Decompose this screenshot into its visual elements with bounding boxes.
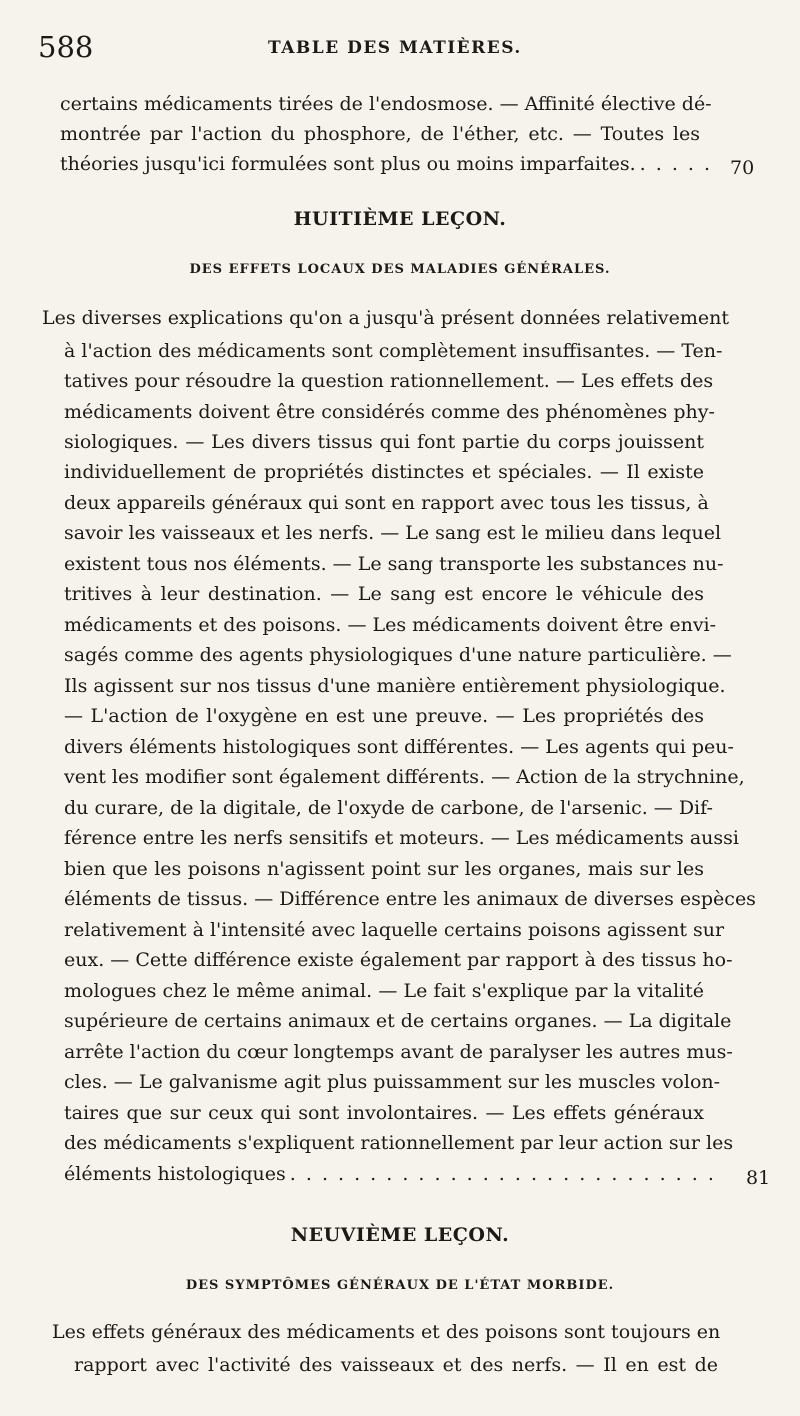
toc-line-with-leader xyxy=(64,1162,716,1186)
page-reference: 70 xyxy=(730,157,755,179)
toc-line: arrête l'action du cœur longtemps avant de paralyser les autres mus- xyxy=(64,1041,733,1063)
toc-line-text: théories jusqu'ici formulées sont plus ou moins imparfaites. xyxy=(60,153,636,175)
toc-line: existent tous nos éléments. — Le sang transporte les substances nu- xyxy=(64,553,724,575)
toc-line: tatives pour résoudre la question rationnellement. — Les effets des xyxy=(64,370,714,392)
toc-line: férence entre les nerfs sensitifs et moteurs. — Les médicaments aussi xyxy=(64,827,739,849)
toc-line: — L'action de l'oxygène en est une preuve. — Les propriétés des xyxy=(64,705,704,727)
page-number: 588 xyxy=(38,30,94,64)
toc-line: savoir les vaisseaux et les nerfs. — Le sang est le milieu dans lequel xyxy=(64,522,722,544)
toc-line: Les effets généraux des médicaments et des poisons sont toujours en xyxy=(52,1321,721,1343)
toc-line: médicaments doivent être considérés comme des phénomènes phy- xyxy=(64,401,715,423)
running-title: TABLE DES MATIÈRES. xyxy=(268,38,522,58)
lecon-heading: NEUVIÈME LEÇON. xyxy=(290,1224,510,1246)
toc-line: mologues chez le même animal. — Le fait s'explique par la vitalité xyxy=(64,980,704,1002)
toc-line: divers éléments histologiques sont différentes. — Les agents qui peu- xyxy=(64,736,734,758)
toc-line: vent les modifier sont également différents. — Action de la strychnine, xyxy=(64,766,745,788)
toc-line: taires que sur ceux qui sont involontaires. — Les effets généraux xyxy=(64,1102,704,1124)
toc-line: à l'action des médicaments sont complètement insuffisantes. — Ten- xyxy=(64,340,723,362)
toc-line: du curare, de la digitale, de l'oxyde de carbone, de l'arsenic. — Dif- xyxy=(64,797,713,819)
toc-line-text: éléments histologiques xyxy=(64,1163,286,1185)
toc-line-with-leader xyxy=(60,152,715,176)
toc-line: cles. — Le galvanisme agit plus puissamment sur les muscles volon- xyxy=(64,1071,721,1093)
toc-line: tritives à leur destination. — Le sang est encore le véhicule des xyxy=(64,583,704,605)
toc-line: Les diverses explications qu'on a jusqu'à présent données relativement xyxy=(42,307,730,329)
toc-line: Ils agissent sur nos tissus d'une manière entièrement physiologique. xyxy=(64,675,726,697)
toc-line: médicaments et des poisons. — Les médicaments doivent être envi- xyxy=(64,614,717,636)
toc-line: deux appareils généraux qui sont en rapport avec tous les tissus, à xyxy=(64,492,709,514)
toc-line: éléments de tissus. — Différence entre les animaux de diverses espèces xyxy=(64,888,756,910)
toc-line: certains médicaments tirées de l'endosmose. — Affinité élective dé- xyxy=(60,93,712,115)
toc-line: bien que les poisons n'agissent point sur les organes, mais sur les xyxy=(64,858,704,880)
toc-line: sagés comme des agents physiologiques d'une nature particulière. — xyxy=(64,644,732,666)
running-header xyxy=(38,30,760,66)
lecon-heading: HUITIÈME LEÇON. xyxy=(293,208,507,230)
toc-line: supérieure de certains animaux et de certains organes. — La digitale xyxy=(64,1010,732,1032)
toc-line: relativement à l'intensité avec laquelle certains poisons agissent sur xyxy=(64,919,725,941)
toc-line: siologiques. — Les divers tissus qui font partie du corps jouissent xyxy=(64,431,704,453)
dot-leader xyxy=(640,152,711,176)
toc-line: montrée par l'action du phosphore, de l'éther, etc. — Toutes les xyxy=(60,123,700,145)
page-reference: 81 xyxy=(746,1167,771,1189)
toc-line: des médicaments s'expliquent rationnellement par leur action sur les xyxy=(64,1132,734,1154)
toc-line: rapport avec l'activité des vaisseaux et des nerfs. — Il en est de xyxy=(74,1354,718,1376)
toc-line: individuellement de propriétés distinctes et spéciales. — Il existe xyxy=(64,461,704,483)
lecon-subheading: DES SYMPTÔMES GÉNÉRAUX DE L'ÉTAT MORBIDE. xyxy=(185,1278,615,1293)
lecon-subheading: DES EFFETS LOCAUX DES MALADIES GÉNÉRALES. xyxy=(189,262,611,277)
toc-line: eux. — Cette différence existe également par rapport à des tissus ho- xyxy=(64,949,733,971)
dot-leader xyxy=(290,1162,712,1186)
